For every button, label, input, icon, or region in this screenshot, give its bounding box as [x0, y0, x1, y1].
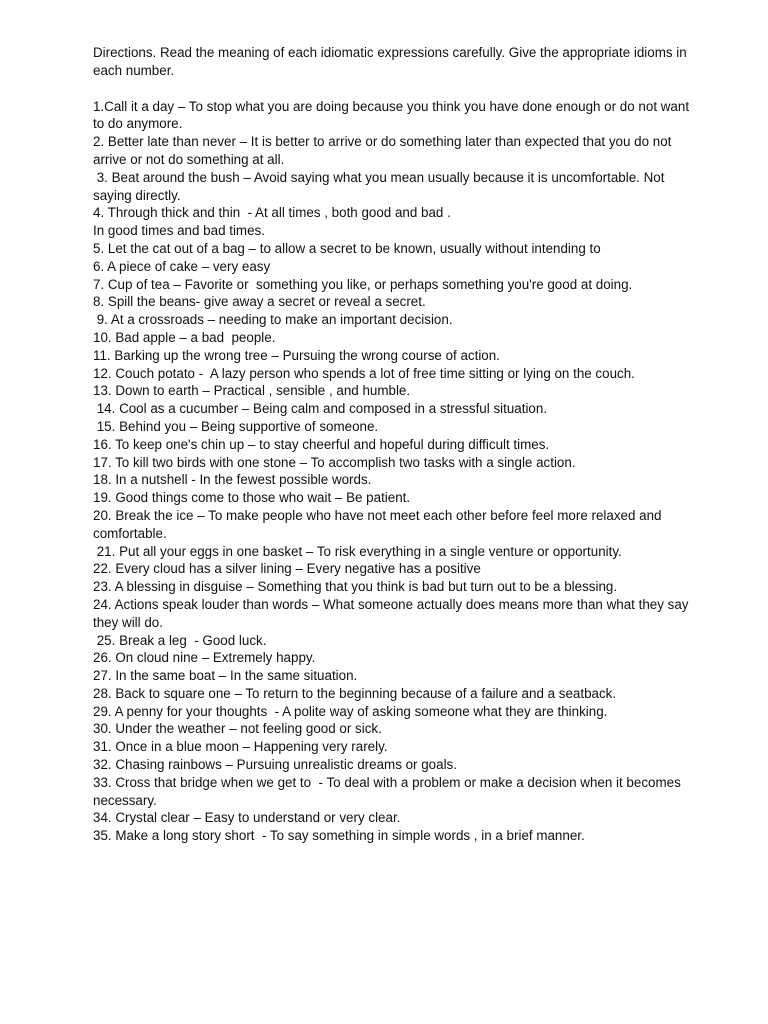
idiom-item-23: 23. A blessing in disguise – Something that you think is bad but turn out to be a blessing. [93, 579, 618, 595]
paragraph-spacer [93, 80, 693, 98]
idiom-item-11: 11. Barking up the wrong tree – Pursuing the wrong course of action. [93, 347, 500, 363]
idiom-item-32: 32. Chasing rainbows – Pursuing unrealistic dreams or goals. [93, 757, 457, 773]
idiom-item-31: 31. Once in a blue moon – Happening very rarely. [93, 739, 388, 755]
idiom-item-15: 15. Behind you – Being supportive of someone. [93, 418, 379, 434]
idiom-item-1: 1.Call it a day – To stop what you are doing because you think you have done enough or do not want to do anymore. [93, 98, 693, 132]
idiom-item-5: 5. Let the cat out of a bag – to allow a secret to be known, usually without intending to [93, 240, 601, 256]
idiom-item-17: 17. To kill two birds with one stone – To accomplish two tasks with a single action. [93, 454, 576, 470]
idiom-item-33: 33. Cross that bridge when we get to - To deal with a problem or make a decision when it becomes necessary. [93, 774, 685, 808]
idiom-item-4-continued: In good times and bad times. [93, 223, 265, 239]
idiom-list [93, 98, 693, 845]
idiom-item-30: 30. Under the weather – not feeling good or sick. [93, 721, 382, 737]
idiom-item-10: 10. Bad apple – a bad people. [93, 329, 276, 345]
idiom-item-16: 16. To keep one's chin up – to stay cheerful and hopeful during difficult times. [93, 436, 550, 452]
idiom-item-24: 24. Actions speak louder than words – What someone actually does means more than what they say they will do. [93, 596, 693, 630]
idiom-item-20: 20. Break the ice – To make people who have not meet each other before feel more relaxed and comfortable. [93, 507, 666, 541]
idiom-item-21: 21. Put all your eggs in one basket – To risk everything in a single venture or opportunity. [93, 543, 622, 559]
document-page [93, 44, 693, 845]
idiom-item-25: 25. Break a leg - Good luck. [93, 632, 267, 648]
idiom-item-3: 3. Beat around the bush – Avoid saying what you mean usually because it is uncomfortable. Not saying directly. [93, 169, 669, 203]
idiom-item-13: 13. Down to earth – Practical , sensible , and humble. [93, 383, 411, 399]
idiom-item-8: 8. Spill the beans- give away a secret or reveal a secret. [93, 294, 426, 310]
idiom-item-26: 26. On cloud nine – Extremely happy. [93, 650, 316, 666]
idiom-item-35: 35. Make a long story short - To say something in simple words , in a brief manner. [93, 828, 585, 844]
idiom-item-28: 28. Back to square one – To return to the beginning because of a failure and a seatback. [93, 685, 617, 701]
idiom-item-34: 34. Crystal clear – Easy to understand or very clear. [93, 810, 401, 826]
idiom-item-19: 19. Good things come to those who wait – Be patient. [93, 490, 411, 506]
idiom-item-22: 22. Every cloud has a silver lining – Every negative has a positive [93, 561, 481, 577]
idiom-item-2: 2. Better late than never – It is better to arrive or do something later than expected that you do not arrive or not do something at all. [93, 134, 676, 167]
idiom-item-14: 14. Cool as a cucumber – Being calm and composed in a stressful situation. [93, 401, 548, 417]
idiom-item-6: 6. A piece of cake – very easy [93, 258, 271, 274]
idiom-item-29: 29. A penny for your thoughts - A polite way of asking someone what they are thinking. [93, 703, 608, 719]
directions-text: Directions. Read the meaning of each idiomatic expressions carefully. Give the appropriate idioms in each number. [93, 45, 691, 78]
idiom-item-27: 27. In the same boat – In the same situation. [93, 668, 358, 684]
idiom-item-4: 4. Through thick and thin - At all times , both good and bad . [93, 205, 451, 221]
idiom-item-12: 12. Couch potato - A lazy person who spends a lot of free time sitting or lying on the couch. [93, 365, 635, 381]
idiom-item-9: 9. At a crossroads – needing to make an important decision. [93, 312, 453, 328]
idiom-item-18: 18. In a nutshell - In the fewest possible words. [93, 472, 372, 488]
idiom-item-7: 7. Cup of tea – Favorite or something you like, or perhaps something you're good at doing. [93, 276, 633, 292]
